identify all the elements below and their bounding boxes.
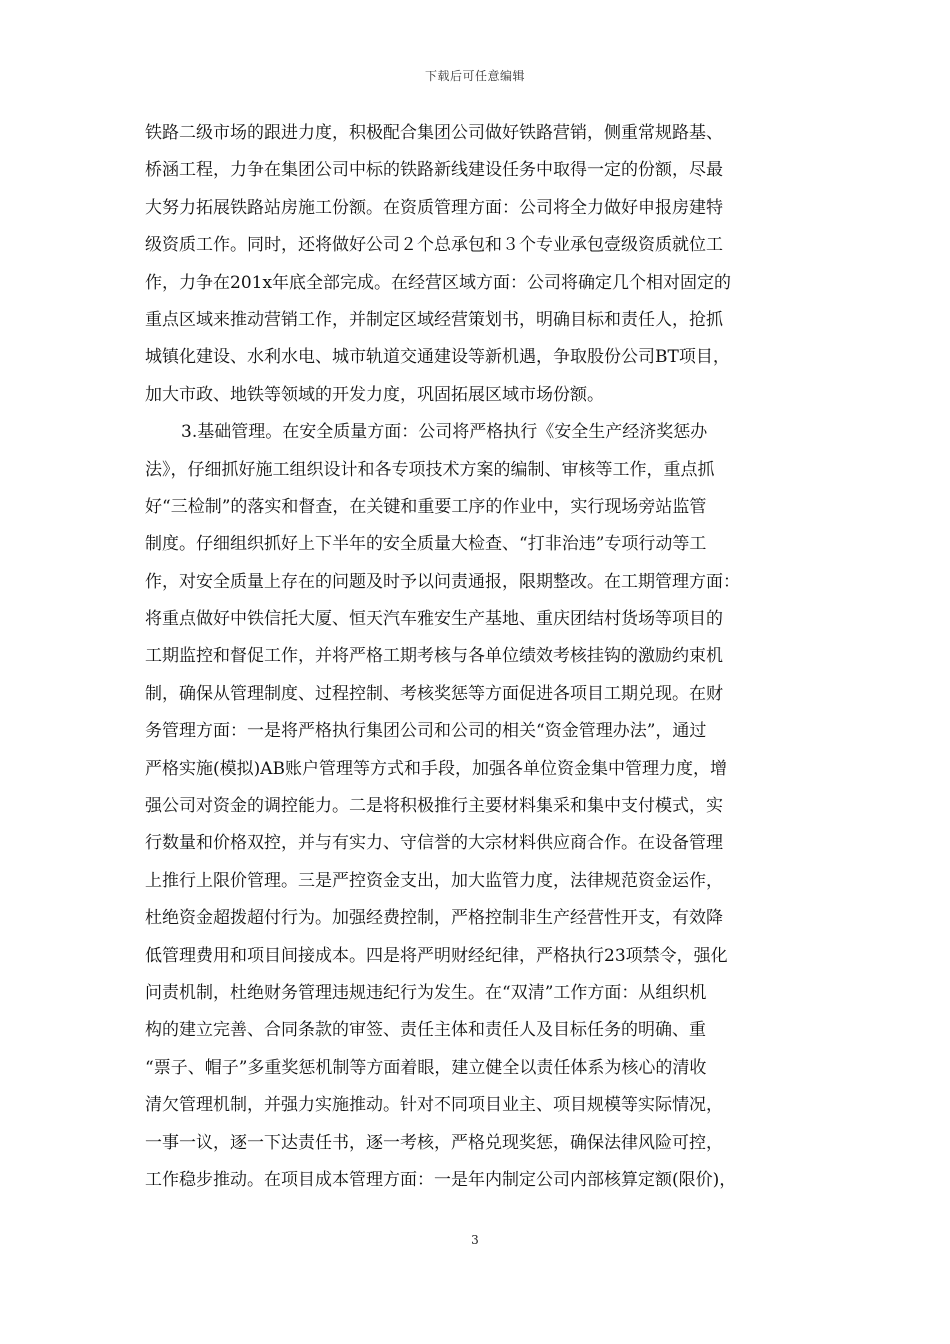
text-line: 铁路二级市场的跟进力度，积极配合集团公司做好铁路营销，侧重常规路基、	[145, 123, 723, 143]
text-line: 工期监控和督促工作，并将严格工期考核与各单位绩效考核挂钩的激励约束机	[145, 646, 723, 667]
text-line: 桥涵工程，力争在集团公司中标的铁路新线建设任务中取得一定的份额，尽最	[145, 160, 723, 181]
text-line: 加大市政、地铁等领域的开发力度，巩固拓展区域市场份额。	[145, 384, 604, 405]
body-text	[145, 115, 809, 1199]
text-line: 制度。仔细组织抓好上下半年的安全质量大检查、“打非治违”专项行动等工	[145, 534, 707, 555]
text-line: 作，力争在201x年底全部完成。在经营区域方面：公司将确定几个相对固定的	[145, 272, 732, 293]
text-line: 法》，仔细抓好施工组织设计和各专项技术方案的编制、审核等工作，重点抓	[145, 459, 715, 480]
text-line: 将重点做好中铁信托大厦、恒天汽车雅安生产基地、重庆团结村货场等项目的	[145, 609, 723, 630]
text-line: 3.基础管理。在安全质量方面：公司将严格执行《安全生产经济奖惩办	[181, 422, 708, 443]
text-line: 严格实施(模拟)AB账户管理等方式和手段，加强各单位资金集中管理力度，增	[145, 758, 728, 779]
text-line: 作，对安全质量上存在的问题及时予以问责通报，限期整改。在工期管理方面：	[145, 571, 740, 592]
text-line: 务管理方面：一是将严格执行集团公司和公司的相关“资金管理办法”，通过	[145, 721, 707, 742]
text-line: 清欠管理机制，并强力实施推动。针对不同项目业主、项目规模等实际情况，	[145, 1095, 723, 1116]
header-note: 下载后可任意编辑	[424, 69, 525, 83]
text-line: 低管理费用和项目间接成本。四是将严明财经纪律，严格执行23项禁令，强化	[145, 945, 728, 966]
text-line: 大努力拓展铁路站房施工份额。在资质管理方面：公司将全力做好申报房建特	[145, 197, 723, 218]
text-line: 上推行上限价管理。三是严控资金支出，加大监管力度，法律规范资金运作，	[145, 870, 723, 891]
text-line: 杜绝资金超拨超付行为。加强经费控制，严格控制非生产经营性开支，有效降	[145, 908, 723, 929]
text-line: 问责机制，杜绝财务管理违规违纪行为发生。在“双清”工作方面：从组织机	[145, 982, 707, 1003]
text-line: 好“三检制”的落实和督查，在关键和重要工序的作业中，实行现场旁站监管	[145, 496, 707, 517]
page-number: 3	[471, 1233, 479, 1247]
text-line: 级资质工作。同时，还将做好公司２个总承包和３个专业承包壹级资质就位工	[145, 235, 723, 256]
text-line: 行数量和价格双控，并与有实力、守信誉的大宗材料供应商合作。在设备管理	[145, 833, 723, 854]
text-line: “票子、帽子”多重奖惩机制等方面着眼，建立健全以责任体系为核心的清收	[145, 1057, 707, 1078]
text-line: 城镇化建设、水利水电、城市轨道交通建设等新机遇，争取股份公司BT项目，	[145, 347, 730, 368]
text-line: 一事一议，逐一下达责任书，逐一考核，严格兑现奖惩，确保法律风险可控，	[145, 1132, 723, 1153]
text-line: 工作稳步推动。在项目成本管理方面：一是年内制定公司内部核算定额(限价)，	[145, 1169, 737, 1190]
text-line: 重点区域来推动营销工作，并制定区域经营策划书，明确目标和责任人，抢抓	[145, 309, 723, 330]
text-line: 构的建立完善、合同条款的审签、责任主体和责任人及目标任务的明确、重	[145, 1020, 706, 1041]
text-line: 制，确保从管理制度、过程控制、考核奖惩等方面促进各项目工期兑现。在财	[145, 683, 723, 704]
text-line: 强公司对资金的调控能力。二是将积极推行主要材料集采和集中支付模式，实	[145, 796, 723, 817]
